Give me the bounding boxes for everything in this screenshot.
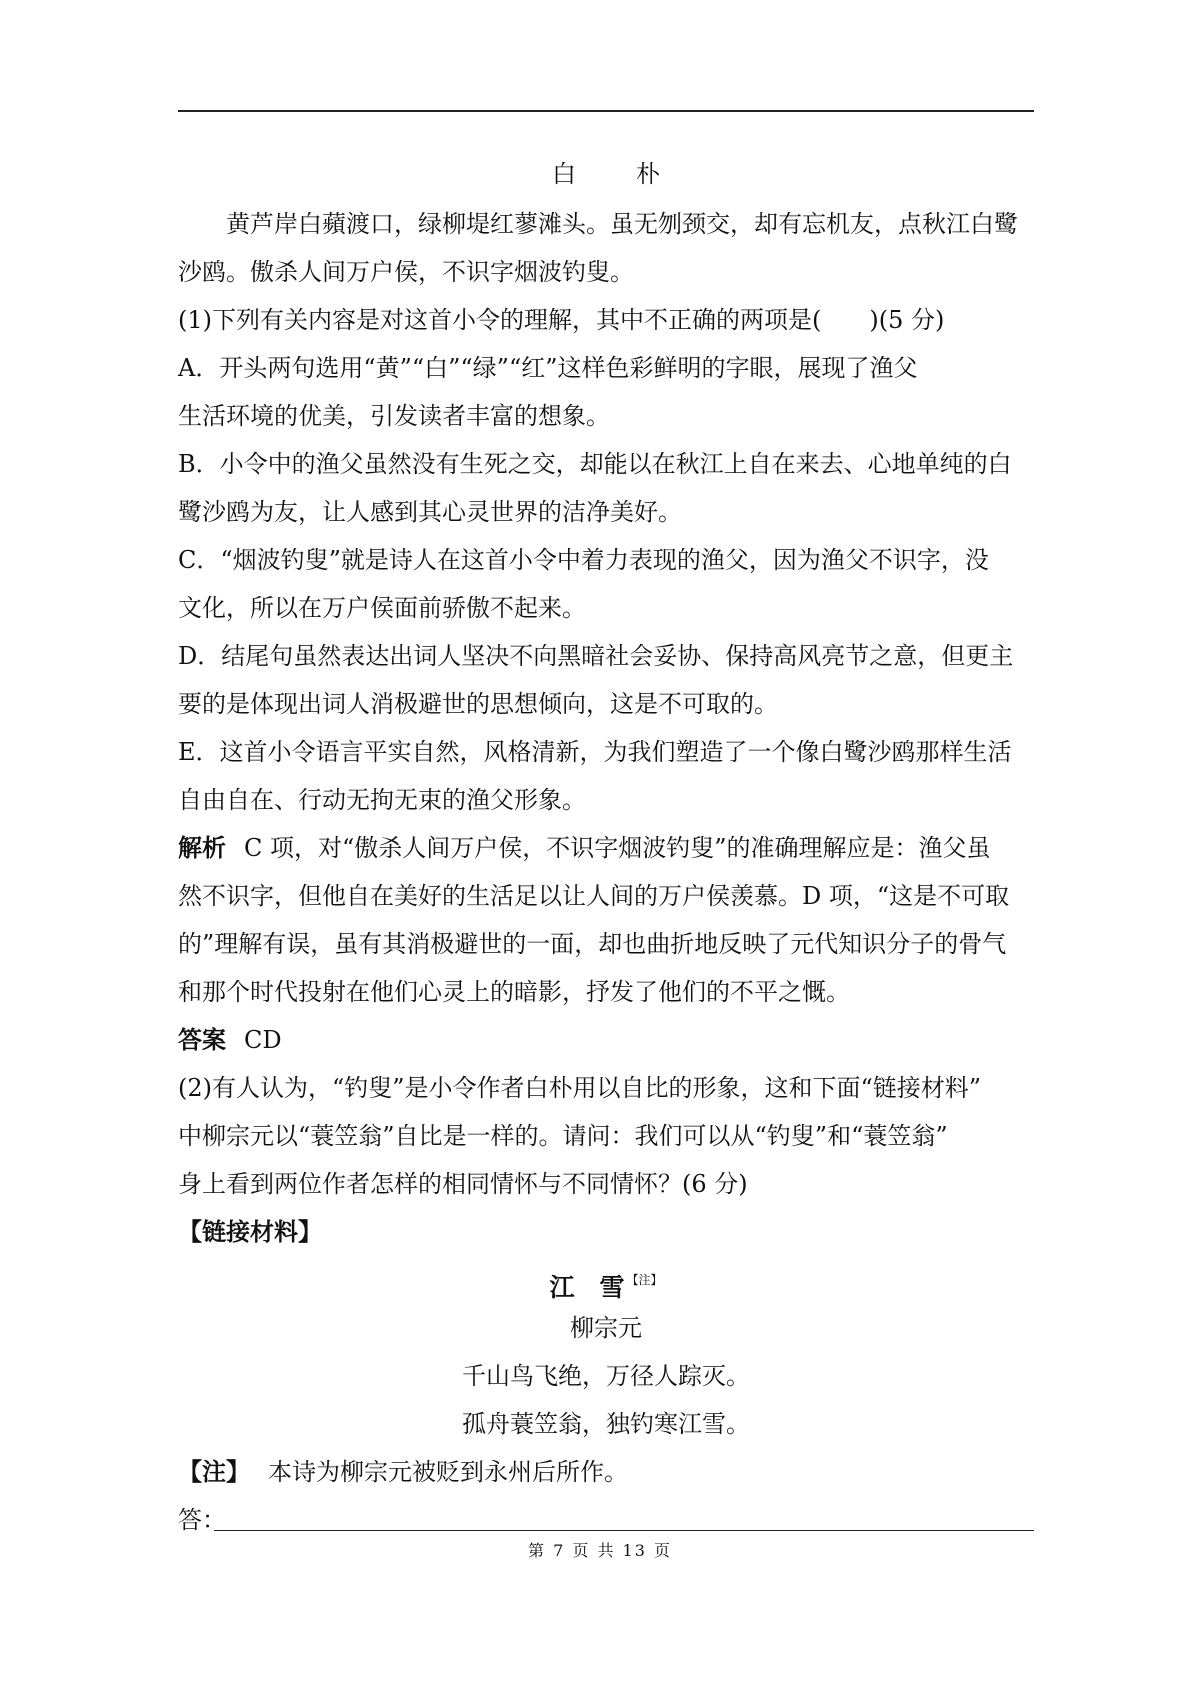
- note-label: 【注】: [178, 1458, 250, 1486]
- option-a-line-2: 生活环境的优美，引发读者丰富的想象。: [178, 402, 610, 430]
- question-1-stem: (1)下列有关内容是对这首小令的理解，其中不正确的两项是( )(5 分): [178, 306, 945, 334]
- jiangxue-line-1: 千山鸟飞绝，万径人踪灭。: [462, 1362, 750, 1390]
- answer-blank-line: [178, 1496, 1034, 1544]
- option-d-line-2: 要的是体现出词人消极避世的思想倾向，这是不可取的。: [178, 690, 778, 718]
- option-c-line-2: 文化，所以在万户侯面前骄傲不起来。: [178, 594, 586, 622]
- note-line: [178, 1448, 1034, 1496]
- answer-blank[interactable]: [214, 1530, 1034, 1531]
- question-2-stem-1: (2)有人认为，“钓叟”是小令作者白朴用以自比的形象，这和下面“链接材料”: [178, 1074, 982, 1102]
- option-e-line-1: E．这首小令语言平实自然，风格清新，为我们塑造了一个像白鹭沙鸥那样生活: [178, 738, 1012, 766]
- link-material-label: 【链接材料】: [178, 1218, 322, 1246]
- header-rule: [178, 110, 1034, 112]
- analysis-label: 解析: [178, 834, 226, 862]
- jiangxue-title: [178, 1256, 1034, 1304]
- note-mark: 【注】: [626, 1273, 663, 1287]
- analysis-line-2: 然不识字，但他自在美好的生活足以让人间的万户侯羡慕。D 项，“这是不可取: [178, 882, 1010, 910]
- page-footer: 第 7 页 共 13 页: [528, 1541, 672, 1560]
- content-body: [178, 150, 1034, 1544]
- answer-line: [178, 1016, 1034, 1064]
- jiangxue-line-2: 孤舟蓑笠翁，独钓寒江雪。: [462, 1410, 750, 1438]
- option-c-line-1: C．“烟波钓叟”就是诗人在这首小令中着力表现的渔父，因为渔父不识字，没: [178, 546, 989, 574]
- option-a-line-1: A．开头两句选用“黄”“白”“绿”“红”这样色彩鲜明的字眼，展现了渔父: [178, 354, 918, 382]
- analysis-line-4: 和那个时代投射在他们心灵上的暗影，抒发了他们的不平之慨。: [178, 978, 850, 1006]
- option-e-line-2: 自由自在、行动无拘无束的渔父形象。: [178, 786, 586, 814]
- poem-author-title: 白 朴: [552, 160, 678, 188]
- jiangxue-title-text: 江 雪: [549, 1273, 625, 1302]
- jiangxue-author: 柳宗元: [570, 1314, 642, 1342]
- question-2-stem-2: 中柳宗元以“蓑笠翁”自比是一样的。请问：我们可以从“钓叟”和“蓑笠翁”: [178, 1122, 948, 1150]
- note-text: 本诗为柳宗元被贬到永州后所作。: [268, 1458, 628, 1486]
- option-b-line-2: 鹭沙鸥为友，让人感到其心灵世界的洁净美好。: [178, 498, 682, 526]
- question-2-stem-3: 身上看到两位作者怎样的相同情怀与不同情怀？(6 分): [178, 1170, 748, 1198]
- analysis-text-1: C 项，对“傲杀人间万户侯，不识字烟波钓叟”的准确理解应是：渔父虽: [244, 834, 991, 862]
- analysis-line-1: [178, 824, 1034, 872]
- option-d-line-1: D．结尾句虽然表达出词人坚决不向黑暗社会妥协、保持高风亮节之意，但更主: [178, 642, 1014, 670]
- analysis-line-3: 的”理解有误，虽有其消极避世的一面，却也曲折地反映了元代知识分子的骨气: [178, 930, 1007, 958]
- poem-text-line-2: 沙鸥。傲杀人间万户侯，不识字烟波钓叟。: [178, 258, 634, 286]
- answer-value: CD: [244, 1026, 282, 1054]
- option-b-line-1: B．小令中的渔父虽然没有生死之交，却能以在秋江上自在来去、心地单纯的白: [178, 450, 1012, 478]
- poem-text-line-1: 黄芦岸白蘋渡口，绿柳堤红蓼滩头。虽无刎颈交，却有忘机友，点秋江白鹭: [226, 210, 1018, 238]
- answer-label: 答案: [178, 1026, 226, 1054]
- answer-prompt: 答：: [178, 1506, 226, 1534]
